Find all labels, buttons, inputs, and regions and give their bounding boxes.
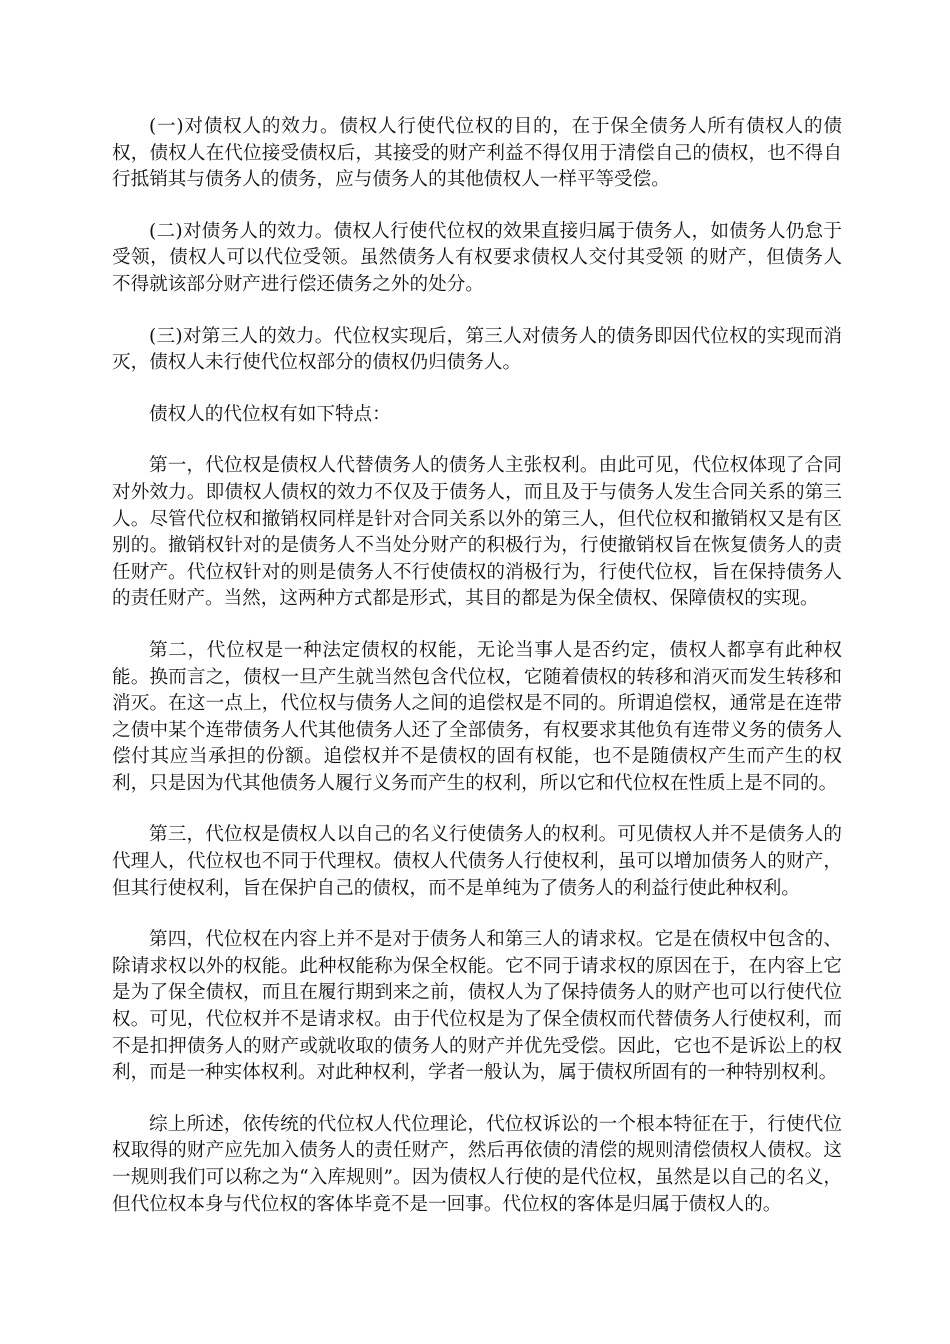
paragraph-effect-on-debtor: (二)对债务人的效力。债权人行使代位权的效果直接归属于债务人，如债务人仍怠于受领，债权人可以代位受领。虽然债务人有权要求债权人交付其受领 的财产，但债务人不得就该部分财产进行偿还债务之外的处分。 [112, 220, 842, 295]
paragraph-summary: 综上所述，依传统的代位权人代位理论，代位权诉讼的一个根本特征在于，行使代位权取得的财产应先加入债务人的责任财产，然后再依债的清偿的规则清偿债权人债权。这一规则我们可以称之为“入库规则”。因为债权人行使的是代位权，虽然是以自己的名义，但代位权本身与代位权的客体毕竟不是一回事。代位权的客体是归属于债权人的。 [112, 1113, 842, 1215]
paragraph-feature-second: 第二，代位权是一种法定债权的权能，无论当事人是否约定，债权人都享有此种权能。换而言之，债权一旦产生就当然包含代位权，它随着债权的转移和消灭而发生转移和消灭。在这一点上，代位权与债务人之间的追偿权是不同的。所谓追偿权，通常是在连带之债中某个连带债务人代其他债务人还了全部债务，有权要求其他负有连带义务的债务人偿付其应当承担的份额。追偿权并不是债权的固有权能，也不是随债权产生而产生的权利，只是因为代其他债务人履行义务而产生的权利，所以它和代位权在性质上是不同的。 [112, 639, 842, 794]
document-body [112, 114, 842, 1243]
paragraph-features-intro: 债权人的代位权有如下特点： [149, 403, 391, 425]
paragraph-feature-fourth: 第四，代位权在内容上并不是对于债务人和第三人的请求权。它是在债权中包含的、除请求权以外的权能。此种权能称为保全权能。它不同于请求权的原因在于，在内容上它是为了保全债权，而且在履行期到来之前，债权人为了保持债务人的财产也可以行使代位权。可见，代位权并不是请求权。由于代位权是为了保全债权而代替债务人行使权利，而不是扣押债务人的财产或就收取的债务人的财产并优先受偿。因此，它也不是诉讼上的权利，而是一种实体权利。对此种权利，学者一般认为，属于债权所固有的一种特别权利。 [112, 929, 842, 1084]
paragraph-effect-on-third-party: (三)对第三人的效力。代位权实现后，第三人对债务人的债务即因代位权的实现而消灭，债权人未行使代位权部分的债权仍归债务人。 [112, 325, 842, 374]
paragraph-feature-third: 第三，代位权是债权人以自己的名义行使债务人的权利。可见债权人并不是债务人的代理人，代位权也不同于代理权。债权人代债务人行使权利，虽可以增加债务人的财产，但其行使权利，旨在保护自己的债权，而不是单纯为了债务人的利益行使此种权利。 [112, 824, 842, 899]
paragraph-feature-first: 第一，代位权是债权人代替债务人的债务人主张权利。由此可见，代位权体现了合同对外效力。即债权人债权的效力不仅及于债务人，而且及于与债务人发生合同关系的第三人。尽管代位权和撤销权同样是针对合同关系以外的第三人，但代位权和撤销权又是有区别的。撤销权针对的是债务人不当处分财产的积极行为，行使撤销权旨在恢复债务人的责任财产。代位权针对的则是债务人不行使债权的消极行为，行使代位权，旨在保持债务人的责任财产。当然，这两种方式都是形式，其目的都是为保全债权、保障债权的实现。 [112, 455, 842, 610]
paragraph-effect-on-creditor: (一)对债权人的效力。债权人行使代位权的目的，在于保全债务人所有债权人的债权，债权人在代位接受债权后，其接受的财产利益不得仅用于清偿自己的债权，也不得自行抵销其与债务人的债务，应与债务人的其他债权人一样平等受偿。 [112, 116, 842, 191]
